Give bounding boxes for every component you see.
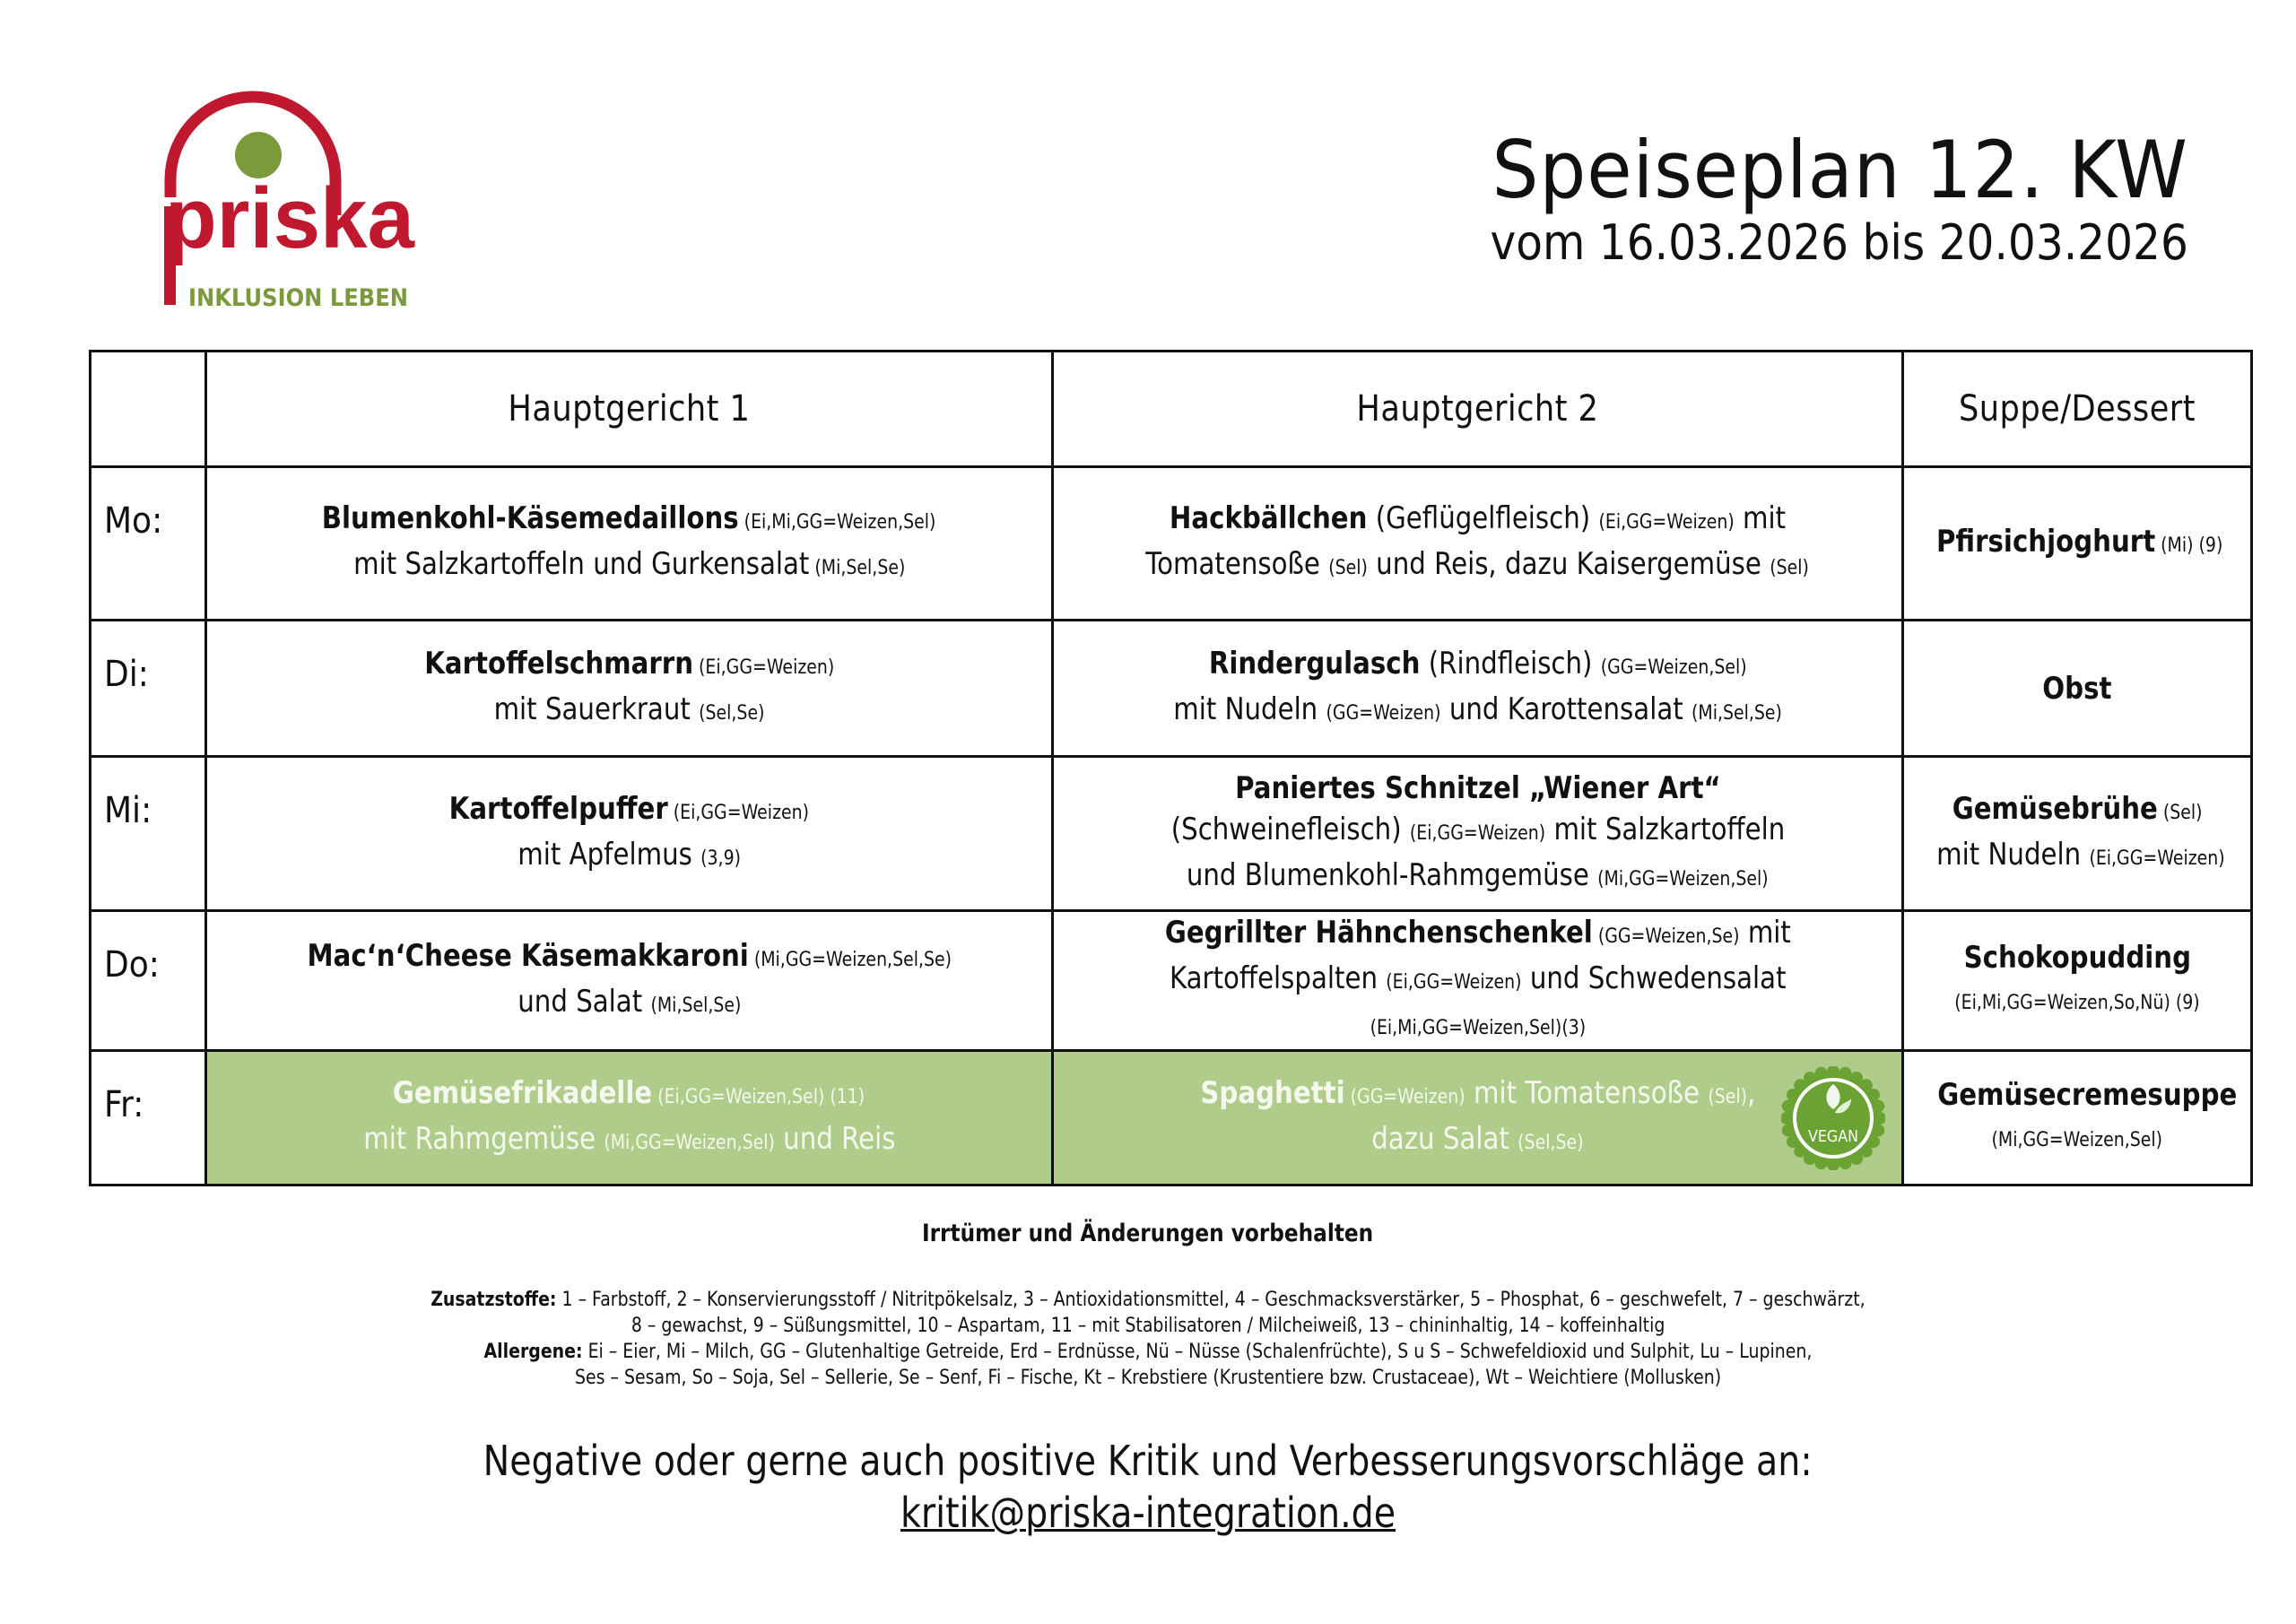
hauptgericht-2-cell: [1053, 911, 1903, 1051]
dish-description: [216, 498, 1042, 589]
dish-text: und Schwedensalat: [1521, 960, 1787, 996]
dish-name: Kartoffelschmarrn: [423, 645, 693, 682]
dish-text: Kartoffelspalten: [1169, 960, 1387, 996]
dish-name: Rindergulasch: [1208, 645, 1421, 682]
dish-line: [216, 689, 1042, 734]
dish-text: mit: [1739, 915, 1791, 951]
dish-text: mit Rahmgemüse: [362, 1120, 604, 1157]
dish-description: [1913, 668, 2241, 709]
table-row: [91, 1051, 2252, 1185]
dish-line: [1063, 543, 1892, 589]
dish-name: Hackbällchen: [1169, 500, 1368, 536]
dish-text: dazu Salat: [1371, 1120, 1518, 1157]
additives-line-1: [0, 1287, 2296, 1313]
day-label: Fr:: [104, 1084, 144, 1125]
dish-description: [1063, 1073, 1892, 1164]
dish-name: Pfirsichjoghurt: [1935, 523, 2156, 560]
dish-line: [216, 1118, 1042, 1164]
dish-description: [216, 643, 1042, 734]
suppe-dessert-cell: [1903, 1051, 2252, 1185]
dish-line: [216, 1073, 1042, 1118]
dish-name: Kartoffelpuffer: [448, 790, 668, 827]
dish-text: mit Apfelmus: [517, 836, 701, 873]
allergens-label: Allergene:: [483, 1341, 583, 1363]
dish-name: Gemüsefrikadelle: [393, 1074, 653, 1111]
day-cell: [91, 621, 206, 757]
allergen-codes: (Ei,GG=Weizen): [692, 656, 835, 679]
additives-text-2: 8 – gewachst, 9 – Süßungsmittel, 10 – Aspartam, 11 – mit Stabilisatoren / Milcheiweiß, 13 – chininhaltig, 14 – koffeinhaltig: [631, 1315, 1665, 1337]
dish-description: [216, 788, 1042, 880]
page-title: Speiseplan 12. KW: [1492, 124, 2188, 216]
allergen-codes: (Ei,Mi,GG=Weizen,Sel)(3): [1370, 1017, 1586, 1039]
allergen-codes: (Mi) (9): [2155, 534, 2223, 557]
dish-name: Gemüsebrühe: [1952, 790, 2158, 827]
dish-line: [1063, 809, 1892, 855]
allergen-codes: (Ei,Mi,GG=Weizen,So,Nü) (9): [1954, 992, 2200, 1014]
dish-line: [216, 643, 1042, 689]
table-header-row: [91, 352, 2252, 467]
hauptgericht-1-cell: [206, 467, 1053, 621]
allergens-line-2: [0, 1365, 2296, 1391]
dish-description: [1063, 768, 1892, 900]
dish-line: [1063, 689, 1892, 734]
allergen-codes: (Mi,GG=Weizen,Sel,Se): [748, 948, 952, 971]
dish-text: und Reis: [774, 1120, 896, 1157]
dish-text: (Schweinefleisch): [1170, 811, 1410, 847]
allergen-codes: (Mi,GG=Weizen,Sel): [1597, 867, 1769, 890]
dish-line: [1063, 855, 1892, 900]
feedback-text: Negative oder gerne auch positive Kritik und Verbesserungsvorschläge an:: [483, 1437, 1813, 1485]
date-range: vom 16.03.2026 bis 20.03.2026: [1490, 214, 2188, 271]
allergens-line-1: [0, 1339, 2296, 1365]
feedback-section: [0, 1435, 2296, 1539]
allergen-codes: (Ei,GG=Weizen): [1409, 821, 1545, 845]
menu-table: [89, 350, 2250, 1182]
hauptgericht-2-cell: [1053, 757, 1903, 911]
day-cell: [91, 911, 206, 1051]
table-row: [91, 467, 2252, 621]
dish-text: (Rindfleisch): [1420, 645, 1601, 682]
suppe-dessert-cell: [1903, 467, 2252, 621]
allergen-codes: (Mi,Sel,Se): [650, 994, 742, 1017]
allergen-codes: (Mi,GG=Weizen,Sel): [1991, 1129, 2163, 1151]
table-row: [91, 757, 2252, 911]
dish-line: [1913, 668, 2241, 709]
dish-description: [216, 935, 1042, 1027]
allergens-text-1: Ei – Eier, Mi – Milch, GG – Glutenhaltige Getreide, Erd – Erdnüsse, Nü – Nüsse (Schalenfrüchte), S u S – Schwefeldioxid und Sulphit, Lu – Lupinen,: [582, 1341, 1813, 1363]
additives-line-2: [0, 1313, 2296, 1339]
dish-line: [216, 498, 1042, 543]
dish-name: Spaghetti: [1200, 1074, 1345, 1111]
allergen-codes: (Ei,GG=Weizen,Sel) (11): [652, 1085, 865, 1108]
dish-line: [1063, 643, 1892, 689]
dish-text: mit Nudeln: [1936, 836, 2090, 873]
dish-text: und Reis, dazu Kaisergemüse: [1368, 546, 1770, 582]
dish-line: [1063, 912, 1892, 958]
allergen-codes: (GG=Weizen,Sel): [1600, 656, 1747, 679]
day-label: Mo:: [104, 500, 163, 542]
dish-description: [1913, 1074, 2241, 1161]
allergen-codes: (Mi,Sel,Se): [809, 557, 906, 579]
dish-line: [1913, 1116, 2241, 1161]
dish-text: mit Sauerkraut: [493, 690, 700, 727]
priska-logo-graphic: [152, 81, 439, 314]
allergen-codes: (Ei,Mi,GG=Weizen,Sel): [739, 511, 936, 534]
legend: [0, 1287, 2296, 1391]
dish-name: Obst: [2042, 670, 2112, 707]
dish-line: [1063, 768, 1892, 809]
vegan-badge-label: VEGAN: [1808, 1126, 1858, 1146]
dish-text: mit: [1734, 500, 1787, 536]
table-row: [91, 911, 2252, 1051]
column-header-day: [91, 352, 206, 467]
allergen-codes: (3,9): [700, 847, 741, 870]
allergens-text-2: Ses – Sesam, So – Soja, Sel – Sellerie, Se – Senf, Fi – Fische, Kt – Krebstiere (Krustentiere bzw. Crustaceae), Wt – Weichtiere (Mollusken): [574, 1367, 1722, 1389]
allergen-codes: (Ei,GG=Weizen): [1386, 971, 1522, 994]
allergen-codes: (Sel): [1707, 1085, 1747, 1108]
allergen-codes: (Sel,Se): [1518, 1131, 1584, 1154]
dish-line: [1063, 1003, 1892, 1049]
allergen-codes: (Mi,Sel,Se): [1691, 701, 1782, 725]
hauptgericht-1-cell: [206, 1051, 1053, 1185]
dish-text: mit Salzkartoffeln und Gurkensalat: [352, 546, 810, 582]
additives-label: Zusatzstoffe:: [430, 1289, 557, 1311]
day-label: Mi:: [104, 790, 152, 831]
allergen-codes: (Sel): [2157, 801, 2203, 824]
dish-line: [216, 543, 1042, 589]
dish-description: [1913, 937, 2241, 1024]
day-label: Di:: [104, 654, 149, 695]
allergen-codes: (Ei,GG=Weizen): [667, 801, 810, 824]
feedback-email-link[interactable]: kritik@priska-integration.de: [900, 1489, 1396, 1537]
dish-text: mit Nudeln: [1173, 690, 1326, 727]
dish-line: [1913, 978, 2241, 1024]
dish-text: und Karottensalat: [1440, 690, 1692, 727]
dish-line: [216, 834, 1042, 880]
dish-line: [216, 788, 1042, 834]
dish-description: [1913, 521, 2241, 567]
day-cell: [91, 757, 206, 911]
dish-text: Tomatensoße: [1145, 546, 1329, 582]
dish-line: [1913, 1074, 2241, 1116]
allergen-codes: (GG=Weizen): [1344, 1085, 1465, 1108]
logo-wordmark: priska: [165, 170, 415, 266]
dish-line: [1913, 937, 2241, 978]
column-header-suppe-dessert: Suppe/Dessert: [1903, 352, 2252, 467]
footer-notes: [0, 1220, 2296, 1391]
dish-description: [1063, 912, 1892, 1049]
dish-text: ,: [1746, 1074, 1755, 1111]
hauptgericht-2-cell: [1053, 467, 1903, 621]
dish-text: (Geflügelfleisch): [1367, 500, 1599, 536]
allergen-codes: (Ei,GG=Weizen): [1598, 511, 1735, 534]
suppe-dessert-cell: [1903, 911, 2252, 1051]
dish-line: [1063, 1118, 1892, 1164]
hauptgericht-1-cell: [206, 757, 1053, 911]
hauptgericht-2-cell: [1053, 621, 1903, 757]
dish-text: und Blumenkohl-Rahmgemüse: [1187, 856, 1598, 893]
page-header: [1413, 126, 2188, 273]
suppe-dessert-cell: [1903, 621, 2252, 757]
allergen-codes: (GG=Weizen,Se): [1592, 925, 1740, 948]
dish-description: [1913, 788, 2241, 880]
dish-description: [1063, 498, 1892, 589]
column-header-hauptgericht-1: Hauptgericht 1: [206, 352, 1053, 467]
dish-line: [1063, 958, 1892, 1003]
allergen-codes: (Sel): [1770, 557, 1810, 579]
dish-line: [1913, 521, 2241, 567]
dish-name: Paniertes Schnitzel „Wiener Art“: [1234, 769, 1721, 806]
column-header-hauptgericht-2: Hauptgericht 2: [1053, 352, 1903, 467]
dish-name: Blumenkohl-Käsemedaillons: [322, 500, 740, 536]
logo-tagline: INKLUSION LEBEN: [188, 284, 408, 312]
suppe-dessert-cell: [1903, 757, 2252, 911]
allergen-codes: (Ei,GG=Weizen): [2089, 847, 2225, 870]
dish-text: und Salat: [517, 983, 651, 1020]
table-row: [91, 621, 2252, 757]
allergen-codes: (Mi,GG=Weizen,Sel): [603, 1131, 775, 1154]
dish-line: [216, 935, 1042, 981]
dish-description: [1063, 643, 1892, 734]
day-cell: [91, 467, 206, 621]
priska-logo: [152, 81, 439, 314]
allergen-codes: (Sel): [1328, 557, 1369, 579]
dish-line: [1913, 834, 2241, 880]
dish-text: mit Salzkartoffeln: [1544, 811, 1785, 847]
dish-line: [1063, 498, 1892, 543]
hauptgericht-1-cell: [206, 621, 1053, 757]
allergen-codes: (GG=Weizen): [1326, 701, 1441, 725]
day-cell: [91, 1051, 206, 1185]
hauptgericht-2-cell: [1053, 1051, 1903, 1185]
dish-name: Schokopudding: [1963, 940, 2191, 976]
dish-text: mit Tomatensoße: [1465, 1074, 1708, 1111]
day-label: Do:: [104, 944, 160, 986]
dish-name: Mac‘n‘Cheese Käsemakkaroni: [307, 937, 749, 974]
disclaimer: Irrtümer und Änderungen vorbehalten: [922, 1220, 1374, 1247]
dish-line: [1913, 788, 2241, 834]
dish-line: [216, 981, 1042, 1027]
hauptgericht-1-cell: [206, 911, 1053, 1051]
dish-name: Gemüsecremesuppe: [1937, 1077, 2238, 1113]
allergen-codes: (Sel,Se): [699, 701, 765, 725]
dish-description: [216, 1073, 1042, 1164]
vegan-badge-icon: [1781, 1066, 1885, 1170]
additives-text-1: 1 – Farbstoff, 2 – Konservierungsstoff / Nitritpökelsalz, 3 – Antioxidationsmittel, 4 – Geschmacksverstärker, 5 – Phosphat, 6 – geschwefelt, 7 – geschwärzt,: [556, 1289, 1866, 1311]
dish-line: [1063, 1073, 1892, 1118]
dish-name: Gegrillter Hähnchenschenkel: [1164, 915, 1593, 951]
